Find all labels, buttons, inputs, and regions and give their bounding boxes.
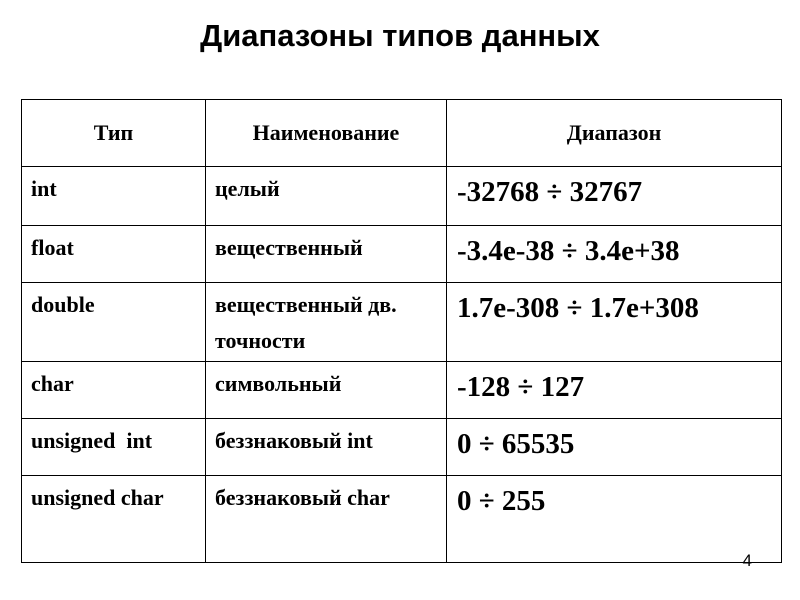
header-range: Диапазон: [447, 100, 782, 167]
table-row: [22, 283, 782, 362]
range-cell: -32768 ÷ 32767: [447, 167, 782, 226]
type-cell: char: [22, 362, 206, 419]
name-cell: вещественный: [206, 226, 447, 283]
type-cell: int: [22, 167, 206, 226]
data-types-table-container: [21, 99, 782, 563]
table-row: [22, 476, 782, 563]
name-cell: символьный: [206, 362, 447, 419]
table-row: [22, 362, 782, 419]
range-cell: -3.4e-38 ÷ 3.4e+38: [447, 226, 782, 283]
name-cell: целый: [206, 167, 447, 226]
name-cell: беззнаковый int: [206, 419, 447, 476]
table-row: [22, 419, 782, 476]
range-cell: 0 ÷ 255: [447, 476, 782, 563]
table-row: [22, 167, 782, 226]
type-cell: float: [22, 226, 206, 283]
range-cell: 0 ÷ 65535: [447, 419, 782, 476]
table-header-row: [22, 100, 782, 167]
table-row: [22, 226, 782, 283]
type-cell: unsigned int: [22, 419, 206, 476]
data-types-table: [21, 99, 782, 563]
name-cell: вещественный дв. точности: [206, 283, 447, 362]
range-cell: 1.7e-308 ÷ 1.7e+308: [447, 283, 782, 362]
type-cell: double: [22, 283, 206, 362]
range-cell: -128 ÷ 127: [447, 362, 782, 419]
type-cell: unsigned char: [22, 476, 206, 563]
header-name: Наименование: [206, 100, 447, 167]
slide-title: Диапазоны типов данных: [200, 18, 600, 53]
name-cell: беззнаковый char: [206, 476, 447, 563]
header-type: Тип: [22, 100, 206, 167]
slide-number: 4: [742, 551, 752, 570]
